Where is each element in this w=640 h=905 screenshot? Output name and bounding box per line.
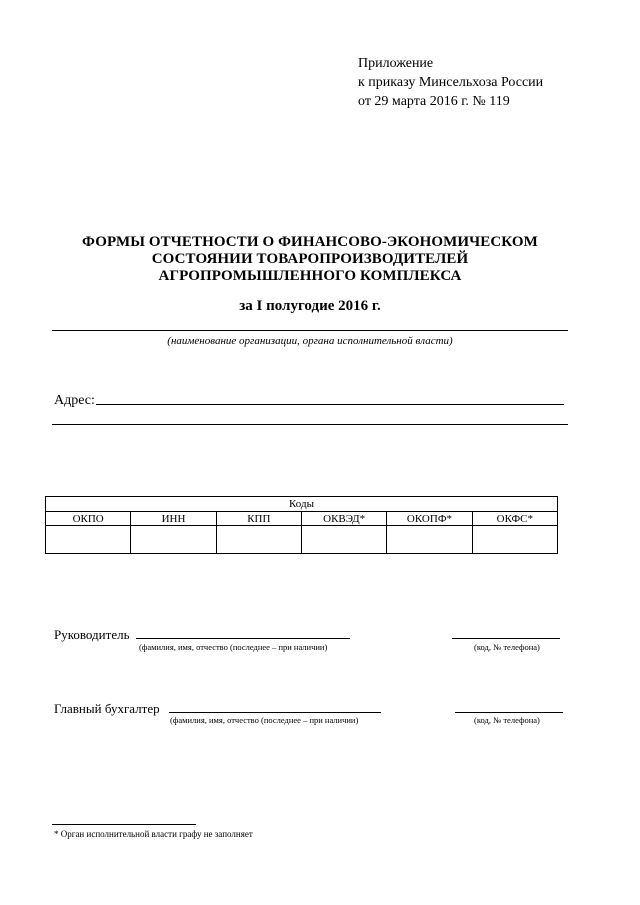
appendix-line-2: к приказу Минсельхоза России [358,75,544,90]
column-inn: ИНН [131,512,216,526]
title-line-1: ФОРМЫ ОТЧЕТНОСТИ О ФИНАНСОВО-ЭКОНОМИЧЕСКОМ [82,234,538,250]
appendix-line-1: Приложение [358,56,434,71]
reporting-period: за I полугодие 2016 г. [239,298,381,314]
address-label: Адрес: [54,393,95,408]
organization-name-line[interactable] [52,330,568,331]
organization-caption: (наименование организации, органа исполнительной власти) [167,335,453,347]
director-name-caption: (фамилия, имя, отчество (последнее – при наличии) [139,642,328,652]
director-phone-line[interactable] [452,638,560,639]
address-line-2[interactable] [52,424,568,425]
column-okved: ОКВЭД* [301,512,386,526]
accountant-phone-caption: (код, № телефона) [474,715,540,725]
cell-inn-value[interactable] [131,526,216,554]
cell-okopf-value[interactable] [387,526,472,554]
column-okpo: ОКПО [46,512,131,526]
director-name-line[interactable] [136,638,350,639]
director-phone-caption: (код, № телефона) [474,642,540,652]
cell-kpp-value[interactable] [216,526,301,554]
column-okfs: ОКФС* [472,512,557,526]
accountant-name-line[interactable] [169,712,381,713]
cell-okpo-value[interactable] [46,526,131,554]
footnote-divider [52,824,196,825]
director-label: Руководитель [54,627,130,642]
appendix-block [358,54,543,111]
document-title [52,234,568,285]
accountant-name-caption: (фамилия, имя, отчество (последнее – при наличии) [170,715,359,725]
cell-okved-value[interactable] [301,526,386,554]
title-line-3: АГРОПРОМЫШЛЕННОГО КОМПЛЕКСА [158,268,462,284]
footnote: * Орган исполнительной власти графу не заполняет [54,829,253,839]
cell-okfs-value[interactable] [472,526,557,554]
codes-table [45,496,558,554]
column-kpp: КПП [216,512,301,526]
column-okopf: ОКОПФ* [387,512,472,526]
accountant-phone-line[interactable] [455,712,563,713]
accountant-label: Главный бухгалтер [54,701,160,716]
appendix-line-3: от 29 марта 2016 г. № 119 [358,94,510,109]
codes-table-header: Коды [46,497,558,512]
address-line-1[interactable] [96,404,564,405]
title-line-2: СОСТОЯНИИ ТОВАРОПРОИЗВОДИТЕЛЕЙ [151,251,469,267]
